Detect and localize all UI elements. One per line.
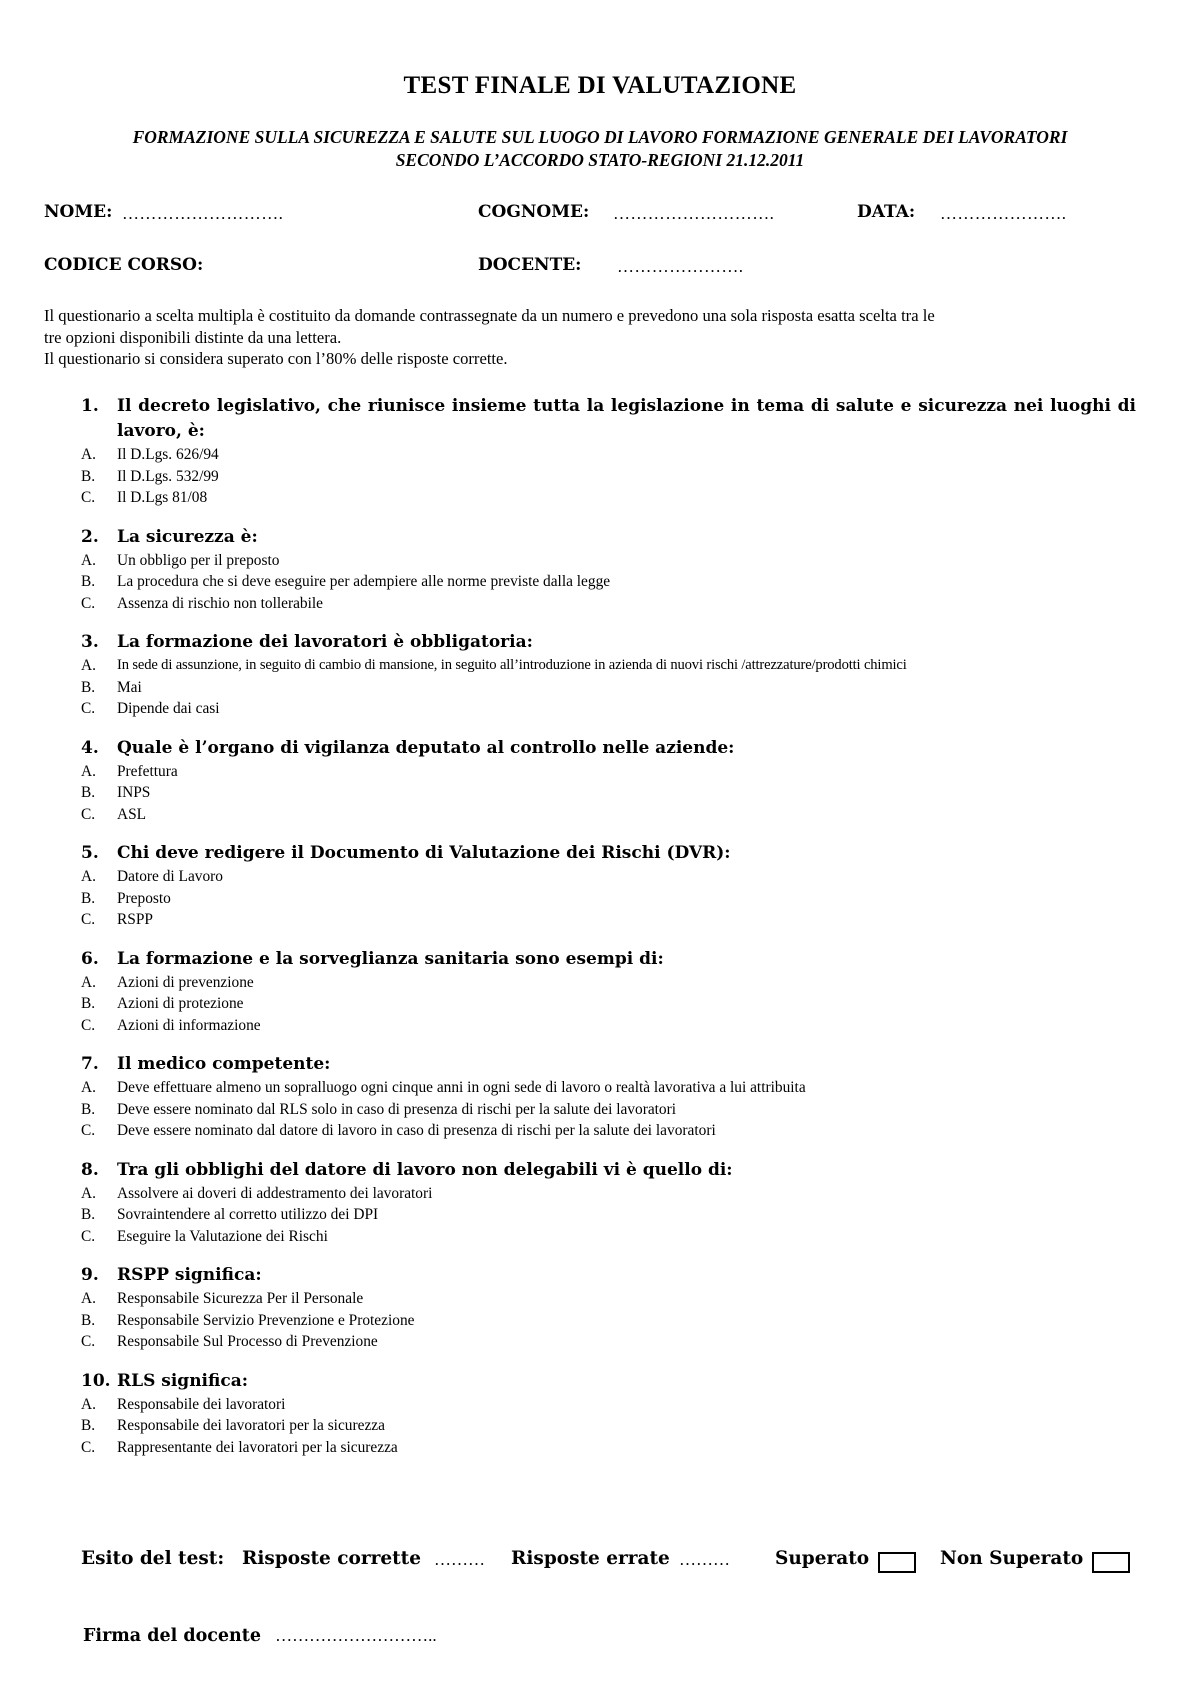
option-letter: C.: [81, 805, 96, 823]
option-letter: B.: [81, 678, 96, 696]
option-text: Azioni di prevenzione: [117, 973, 254, 991]
option-text: Eseguire la Valutazione dei Rischi: [117, 1227, 328, 1245]
answer-option[interactable]: [0, 571, 1200, 593]
question-list: [0, 394, 1200, 1474]
subtitle-line-2: SECONDO L’ACCORDO STATO-REGIONI 21.12.2011: [395, 150, 805, 170]
answer-option[interactable]: [0, 888, 1200, 910]
signature-label: Firma del docente: [83, 1626, 261, 1646]
nome-field[interactable]: ……………………….: [122, 204, 284, 223]
answer-option[interactable]: [0, 1015, 1200, 1037]
docente-field[interactable]: ………………….: [617, 257, 744, 276]
option-letter: B.: [81, 467, 96, 485]
question-2: [0, 525, 1200, 615]
option-letter: C.: [81, 489, 96, 506]
answer-option[interactable]: [0, 1437, 1200, 1459]
option-text: INPS: [117, 784, 151, 801]
answer-option[interactable]: [0, 593, 1200, 615]
question-text: La formazione e la sorveglianza sanitaria sono esempi di:: [117, 948, 664, 969]
option-letter: A.: [81, 446, 96, 463]
option-text: Responsabile Sicurezza Per il Personale: [117, 1290, 364, 1307]
option-text: Datore di Lavoro: [117, 868, 223, 885]
signature-field[interactable]: ………………………..: [275, 1626, 437, 1645]
superato-checkbox[interactable]: [878, 1552, 916, 1573]
answer-option[interactable]: [0, 1415, 1200, 1437]
question-8: [0, 1158, 1200, 1248]
question-number: 5.: [81, 843, 99, 863]
answer-option[interactable]: [0, 1310, 1200, 1332]
answer-option[interactable]: [0, 487, 1200, 509]
signature-row: [83, 1626, 437, 1646]
question-heading: [0, 525, 1200, 550]
risposte-corrette-label: Risposte corrette: [242, 1548, 421, 1569]
answer-option[interactable]: [0, 866, 1200, 888]
instructions-line-1: Il questionario a scelta multipla è costituito da domande contrassegnate da un numero e prevedono una sola risposta esatta scelta tra le: [44, 306, 935, 325]
option-text: Deve essere nominato dal RLS solo in caso di presenza di rischi per la salute dei lavoratori: [117, 1100, 677, 1118]
question-number: 8.: [81, 1159, 99, 1180]
option-text: Assenza di rischio non tollerabile: [117, 594, 324, 612]
option-text: Il D.Lgs. 626/94: [117, 446, 219, 463]
cognome-label: COGNOME:: [478, 202, 590, 222]
question-heading: [0, 1369, 1200, 1394]
codice-corso-label: CODICE CORSO:: [44, 255, 204, 275]
option-letter: C.: [81, 1122, 96, 1139]
answer-option[interactable]: [0, 1183, 1200, 1205]
option-letter: B.: [81, 1417, 96, 1434]
option-letter: B.: [81, 784, 96, 801]
answer-option[interactable]: [0, 993, 1200, 1015]
question-1: [0, 394, 1200, 509]
option-letter: B.: [81, 1206, 96, 1223]
question-number: 3.: [81, 632, 99, 652]
option-text: La procedura che si deve eseguire per adempiere alle norme previste dalla legge: [117, 573, 611, 590]
question-6: [0, 947, 1200, 1037]
question-3: [0, 630, 1200, 720]
option-letter: C.: [81, 1333, 96, 1350]
option-text: Dipende dai casi: [117, 700, 220, 717]
option-letter: C.: [81, 1227, 96, 1245]
option-text: Responsabile dei lavoratori: [117, 1395, 286, 1413]
question-heading: [0, 1052, 1200, 1077]
question-number: 10.: [81, 1370, 111, 1391]
answer-option[interactable]: [0, 1226, 1200, 1248]
instructions-line-3: Il questionario si considera superato con l’80% delle risposte corrette.: [44, 349, 508, 368]
option-letter: C.: [81, 700, 96, 717]
option-text: Deve essere nominato dal datore di lavoro in caso di presenza di rischi per la salute dei lavoratori: [117, 1122, 716, 1139]
answer-option[interactable]: [0, 1099, 1200, 1121]
question-heading: [0, 736, 1200, 761]
option-letter: A.: [81, 973, 96, 991]
question-text: Quale è l’organo di vigilanza deputato al controllo nelle aziende:: [117, 737, 735, 758]
option-letter: B.: [81, 995, 96, 1012]
option-text: Responsabile Sul Processo di Prevenzione: [117, 1333, 378, 1350]
question-heading: [0, 1263, 1200, 1288]
nome-label: NOME:: [44, 202, 113, 222]
question-heading: [0, 630, 1200, 655]
option-letter: A.: [81, 868, 96, 885]
instructions-line-2: tre opzioni disponibili distinte da una lettera.: [44, 327, 342, 347]
answer-option[interactable]: [0, 1394, 1200, 1416]
option-letter: A.: [81, 1079, 96, 1096]
non-superato-checkbox[interactable]: [1092, 1552, 1130, 1573]
option-letter: C.: [81, 1438, 96, 1456]
question-text: RLS significa:: [117, 1370, 249, 1391]
risposte-corrette-field[interactable]: ………: [434, 1550, 485, 1569]
non-superato-label: Non Superato: [940, 1548, 1084, 1569]
option-text: Responsabile dei lavoratori per la sicurezza: [117, 1417, 385, 1434]
answer-option[interactable]: [0, 444, 1200, 466]
question-4: [0, 736, 1200, 826]
option-text: Un obbligo per il preposto: [117, 551, 280, 569]
option-text: Il D.Lgs. 532/99: [117, 467, 219, 485]
option-text: Azioni di informazione: [117, 1016, 261, 1034]
option-letter: C.: [81, 911, 96, 928]
option-letter: A.: [81, 762, 96, 780]
option-letter: A.: [81, 1395, 96, 1413]
answer-option[interactable]: [0, 466, 1200, 488]
answer-option[interactable]: [0, 782, 1200, 804]
option-text: Assolvere ai doveri di addestramento dei lavoratori: [117, 1184, 433, 1202]
question-5: [0, 841, 1200, 931]
question-10: [0, 1369, 1200, 1459]
docente-label: DOCENTE:: [478, 255, 582, 275]
question-heading: [0, 947, 1200, 972]
answer-option[interactable]: [0, 1288, 1200, 1310]
question-number: 7.: [81, 1054, 99, 1074]
option-letter: B.: [81, 1311, 96, 1329]
question-number: 6.: [81, 948, 99, 969]
superato-label: Superato: [775, 1548, 870, 1569]
question-number: 4.: [81, 737, 99, 758]
answer-option[interactable]: [0, 1120, 1200, 1142]
option-letter: A.: [81, 1290, 96, 1307]
option-letter: A.: [81, 551, 96, 569]
answer-option[interactable]: [0, 761, 1200, 783]
answer-option[interactable]: [0, 1077, 1200, 1099]
data-label: DATA:: [857, 202, 916, 222]
option-text: In sede di assunzione, in seguito di cambio di mansione, in seguito all’introduzione in azienda di nuovi rischi /attrezzature/prodotti chimici: [117, 657, 907, 673]
page-subtitle: [40, 126, 1160, 172]
option-letter: C.: [81, 594, 96, 612]
option-text: Il D.Lgs 81/08: [117, 489, 208, 506]
question-number: 1.: [81, 396, 99, 416]
option-text: Azioni di protezione: [117, 995, 244, 1012]
question-heading: [0, 841, 1200, 866]
question-9: [0, 1263, 1200, 1353]
answer-option[interactable]: [0, 804, 1200, 826]
codice-corso-field[interactable]: [210, 257, 410, 277]
option-text: Preposto: [117, 889, 171, 907]
option-letter: B.: [81, 889, 96, 907]
option-letter: A.: [81, 1184, 96, 1202]
answer-option[interactable]: [0, 550, 1200, 572]
subtitle-line-1: FORMAZIONE SULLA SICUREZZA E SALUTE SUL LUOGO DI LAVORO FORMAZIONE GENERALE DEI LAVORATORI: [132, 127, 1068, 147]
risposte-errate-field[interactable]: ………: [679, 1550, 730, 1569]
option-text: Deve effettuare almeno un sopralluogo ogni cinque anni in ogni sede di lavoro o realtà lavorativa a lui attribuita: [117, 1079, 806, 1096]
option-letter: A.: [81, 657, 96, 674]
question-text: La sicurezza è:: [117, 526, 258, 547]
test-result-row: [81, 1548, 1161, 1578]
question-number: 2.: [81, 526, 99, 547]
question-heading: [0, 1158, 1200, 1183]
question-7: [0, 1052, 1200, 1142]
option-text: Rappresentante dei lavoratori per la sicurezza: [117, 1438, 398, 1456]
option-text: Prefettura: [117, 762, 178, 780]
cognome-field[interactable]: ……………………….: [613, 204, 775, 223]
question-text: Il medico competente:: [117, 1054, 331, 1074]
risposte-errate-label: Risposte errate: [511, 1548, 670, 1569]
question-text: Il decreto legislativo, che riunisce insieme tutta la legislazione in tema di salute e sicurezza nei luoghi di lavoro, è:: [117, 396, 1136, 441]
option-text: Responsabile Servizio Prevenzione e Protezione: [117, 1311, 415, 1329]
option-text: Sovraintendere al corretto utilizzo dei DPI: [117, 1206, 379, 1223]
data-field[interactable]: ………………….: [940, 204, 1067, 223]
option-text: Mai: [117, 678, 142, 696]
option-text: ASL: [117, 805, 147, 823]
question-number: 9.: [81, 1265, 99, 1285]
answer-option[interactable]: [0, 677, 1200, 699]
option-letter: B.: [81, 1100, 96, 1118]
option-text: RSPP: [117, 911, 153, 928]
question-text: La formazione dei lavoratori è obbligatoria:: [117, 632, 533, 652]
esito-label: Esito del test:: [81, 1548, 225, 1569]
option-letter: B.: [81, 573, 96, 590]
option-letter: C.: [81, 1016, 96, 1034]
answer-option[interactable]: [0, 655, 1200, 677]
answer-option[interactable]: [0, 698, 1200, 720]
answer-option[interactable]: [0, 972, 1200, 994]
answer-option[interactable]: [0, 1204, 1200, 1226]
question-heading: [0, 394, 1200, 444]
page-title: TEST FINALE DI VALUTAZIONE: [403, 72, 797, 99]
instructions: [44, 305, 1144, 370]
answer-option[interactable]: [0, 1331, 1200, 1353]
question-text: RSPP significa:: [117, 1265, 262, 1285]
answer-option[interactable]: [0, 909, 1200, 931]
question-text: Chi deve redigere il Documento di Valutazione dei Rischi (DVR):: [117, 843, 731, 863]
question-text: Tra gli obblighi del datore di lavoro non delegabili vi è quello di:: [117, 1159, 733, 1180]
